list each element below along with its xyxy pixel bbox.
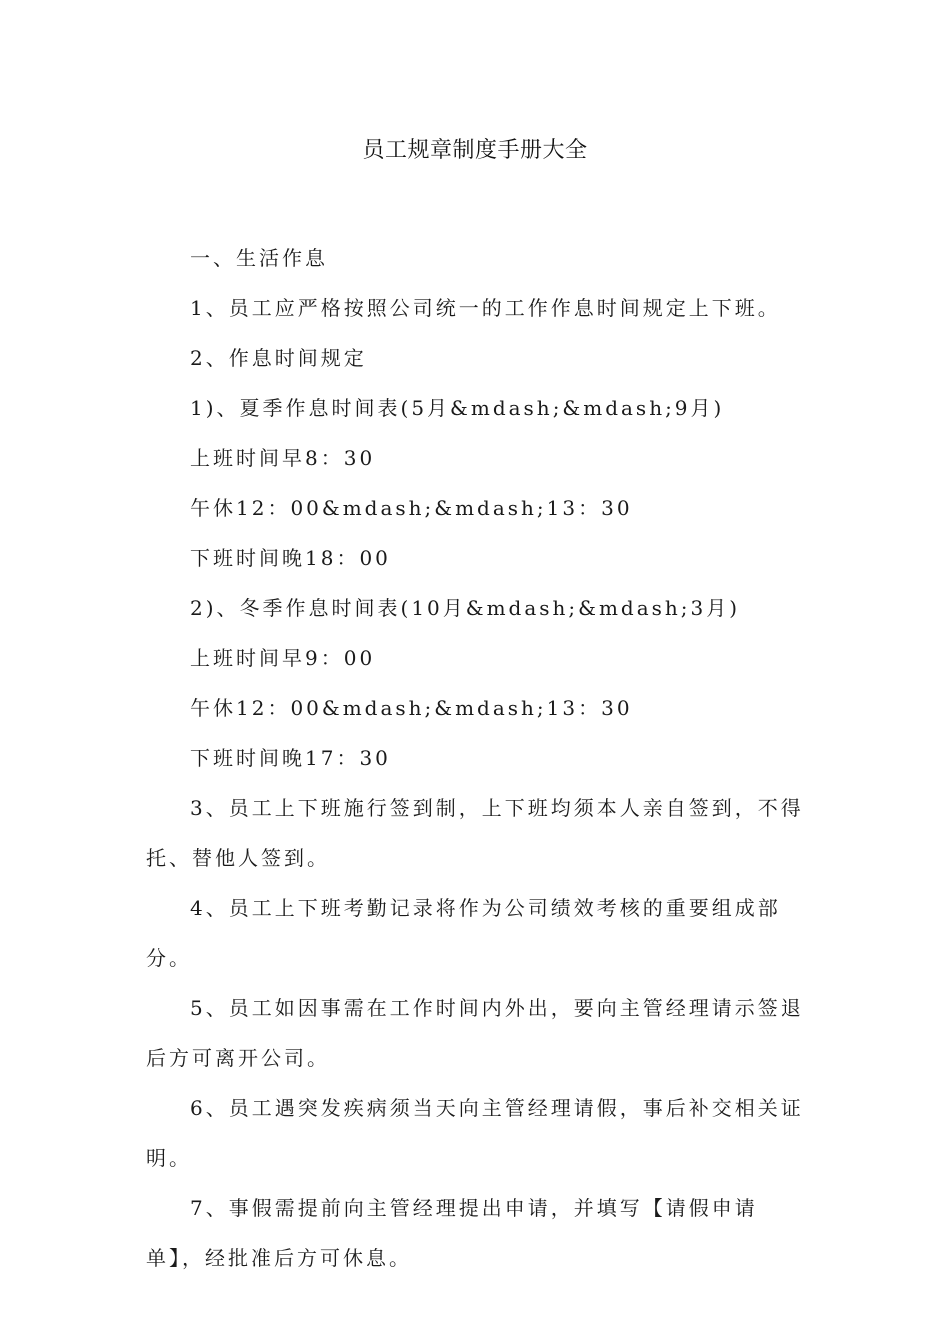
paragraph: 4、员工上下班考勤记录将作为公司绩效考核的重要组成部分。	[146, 896, 781, 970]
section-heading: 一、生活作息	[190, 246, 328, 270]
paragraph: 2、作息时间规定	[190, 346, 367, 370]
document-body	[146, 233, 808, 1283]
paragraph: 下班时间晚17：30	[190, 746, 391, 770]
paragraph: 5、员工如因事需在工作时间内外出，要向主管经理请示签退后方可离开公司。	[146, 996, 804, 1070]
paragraph: 2)、冬季作息时间表(10月&mdash;&mdash;3月)	[190, 596, 741, 620]
paragraph: 下班时间晚18：00	[190, 546, 391, 570]
paragraph: 上班时间早9：00	[190, 646, 376, 670]
paragraph: 午休12：00&mdash;&mdash;13：30	[190, 496, 633, 520]
paragraph: 3、员工上下班施行签到制，上下班均须本人亲自签到，不得托、替他人签到。	[146, 796, 804, 870]
document-title: 员工规章制度手册大全	[362, 138, 588, 163]
paragraph: 6、员工遇突发疾病须当天向主管经理请假，事后补交相关证明。	[146, 1096, 804, 1170]
paragraph: 1、员工应严格按照公司统一的工作作息时间规定上下班。	[190, 296, 781, 320]
paragraph: 7、事假需提前向主管经理提出申请，并填写【请假申请单】，经批准后方可休息。	[146, 1196, 758, 1270]
paragraph: 1)、夏季作息时间表(5月&mdash;&mdash;9月)	[190, 396, 725, 420]
paragraph: 午休12：00&mdash;&mdash;13：30	[190, 696, 633, 720]
paragraph: 上班时间早8：30	[190, 446, 376, 470]
